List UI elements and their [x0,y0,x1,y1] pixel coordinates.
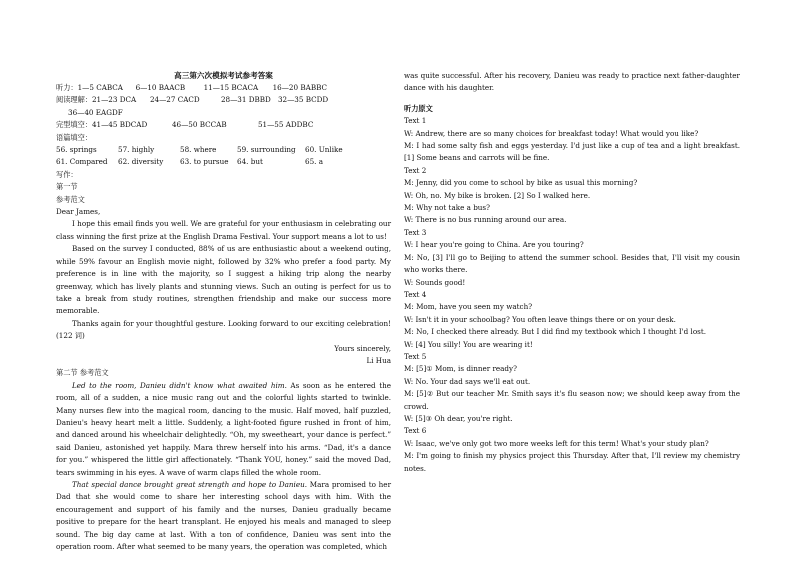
letter-paragraph: Thanks again for your thoughtful gesture. Looking forward to our exciting celebration! (122 词) [56,318,391,341]
cloze-answers [56,119,391,131]
transcript-text-number: Text 4 [404,289,427,299]
letter-closing: Yours sincerely, [334,343,391,353]
grammar-answer: 58. where [180,145,217,155]
transcript-text-number: Text 3 [404,227,427,237]
transcript-line: M: I'm going to finish my physics project this Thursday. After that, I'll review my chemistry notes. [404,451,740,473]
letter-signature: Li Hua [366,355,391,365]
story-lead-sentence: Led to the room, Danieu didn't know what awaited him. [72,380,287,390]
transcript-text-number: Text 5 [404,351,427,361]
answer-group: 21—23 DCA [91,95,137,105]
answer-group: 32—35 BCDD [277,95,329,105]
grammar-answer: 61. Compared [56,157,108,167]
story-body: As soon as he entered the room, all of a sudden, a nice music rang out and the colorful lights started to twinkle. Many nurses flew into the magical room, dancing to the music. Half moved, half puzzled, Danieu's heavy heart melt a little. Suddenly, a light-footed figure rushed in front of him, and danced around his wheelchair delightedly. “Oh, my sweetheart, your dance is perfect.” said Danieu, astonished yet happily. Mara threw herself into his arms. “Dad, it's a dance for you.” whispered the little girl affectionately. “Thank YOU, honey.” said the moved Dad, tears swimming in his eyes. A wave of warm claps filled the whole room. [56,380,391,477]
answer-group: 11—15 BCACA [203,83,259,92]
story-body: Mara promised to her Dad that she would come to share her interesting school days with him. With the encouragement and support of his family and the nurses, Danieu gradually became positive to prepare for the heart transplant. He enjoyed his meals and managed to sleep sound. The big day came at last. With a ton of confidence, Danieu was sent into the operation room. After what seemed to be many years, the operation was completed, which [56,480,391,552]
answer-group: 1—5 CABCA [77,83,123,92]
transcript-line: M: No, [3] I'll go to Beijing to attend the summer school. Besides that, I'll visit my cousin who works there. [404,252,740,275]
story-continuation: was quite successful. After his recovery, Danieu was ready to practice next father-daughter dance with his daughter. [404,71,740,93]
answer-group: 28—31 DBBD [220,95,271,105]
sample-essay-label: 参考范文 [56,194,85,204]
section-2-heading: 第二节 参考范文 [56,368,109,378]
transcript-line: M: I had some salty fish and eggs yesterday. I'd just like a cup of tea and a light breakfast. [1] Some beans and carrots will be fine. [404,141,740,163]
transcript-line: W: Andrew, there are so many choices for breakfast today! What would you like? [404,128,699,138]
answer-group: 46—50 BCCAB [171,120,227,130]
transcript-line: W: There is no bus running around our area. [404,215,567,225]
grammar-answer: 57. highly [118,145,155,155]
transcript-lines [404,115,740,475]
reading-extra: 36—40 EAGDF [68,107,123,117]
grammar-row-1 [56,144,391,156]
story-lead-sentence: That special dance brought great strength and hope to Danieu. [72,480,308,489]
answer-group: 16—20 BABBC [272,83,328,92]
listening-answers [56,82,391,94]
transcript-line: W: [5]③ Oh dear, you're right. [404,413,513,423]
grammar-answer: 56. springs [56,145,97,155]
grammar-row-2 [56,156,391,168]
transcript-text-number: Text 6 [404,426,427,436]
transcript-line: M: No, I checked there already. But I did find my textbook which I thought I'd lost. [404,327,707,337]
letter-greeting: Dear James, [56,207,101,217]
answer-group: 24—27 CACD [149,95,200,105]
grammar-label: 语篇填空： [56,132,92,142]
cloze-label: 完型填空： [56,120,92,130]
story-paragraph-2 [56,479,391,553]
grammar-answer: 60. Unlike [305,145,343,155]
grammar-answer: 59. surrounding [237,145,296,155]
transcript-line: W: Isaac, we've only got two more weeks left for this term! What's your study plan? [404,438,709,448]
letter-paragraph: I hope this email finds you well. We are grateful for your enthusiasm in celebrating our class winning the first prize at the English Drama Festival. Your support means a lot to us! [56,219,391,241]
section-1-label: 第一节 [56,182,78,192]
letter-paragraph: Based on the survey I conducted, 88% of us are enthusiastic about a weekend outing, while 59% favour an English movie night, followed by 32% who prefer a food party. My preference is in line with the majority, so I suggest a hiking trip along the nearby greenway, which has lively plants and stunning views. Such an outing is perfect for us to take a break from study routines, strengthen friendship and make our success more memorable. [56,244,391,316]
left-column [56,70,391,553]
transcript-text-number: Text 2 [404,165,427,175]
right-column [404,70,740,475]
answer-group: 6—10 BAACB [135,83,186,92]
answer-group: 41—45 BDCAD [91,120,148,130]
transcript-line: W: Isn't it in your schoolbag? You often leave things there or on your desk. [404,314,676,324]
grammar-answer: 64. but [237,157,263,167]
transcript-line: W: Oh, no. My bike is broken. [2] So I walked here. [404,190,591,200]
answer-group: 51—55 ADDBC [257,120,314,130]
transcript-line: M: Jenny, did you come to school by bike as usual this morning? [404,178,638,188]
transcript-heading: 听力原文 [404,103,433,113]
grammar-answer: 63. to pursue [180,157,229,167]
listening-label: 听力： [56,83,78,92]
transcript-line: M: Mom, have you seen my watch? [404,302,533,312]
story-paragraph [56,380,391,479]
transcript-line: W: I hear you're going to China. Are you touring? [404,240,584,250]
transcript-line: W: No. Your dad says we'll eat out. [404,376,531,386]
reading-answers [56,94,391,106]
transcript-line: M: [5]② But our teacher Mr. Smith says it's flu season now; we should keep away from the crowd. [404,389,740,411]
transcript-line: M: Why not take a bus? [404,203,490,213]
transcript-text-number: Text 1 [404,116,427,126]
transcript-line: W: Sounds good! [404,277,466,287]
writing-label: 写作： [56,169,78,179]
transcript-line: W: [4] You silly! You are wearing it! [404,339,533,349]
reading-label: 阅读理解： [56,95,92,105]
transcript-line: M: [5]① Mom, is dinner ready? [404,364,517,374]
page-title: 高三第六次模拟考试参考答案 [174,71,273,80]
grammar-answer: 65. a [305,157,324,167]
grammar-answer: 62. diversity [118,157,164,167]
